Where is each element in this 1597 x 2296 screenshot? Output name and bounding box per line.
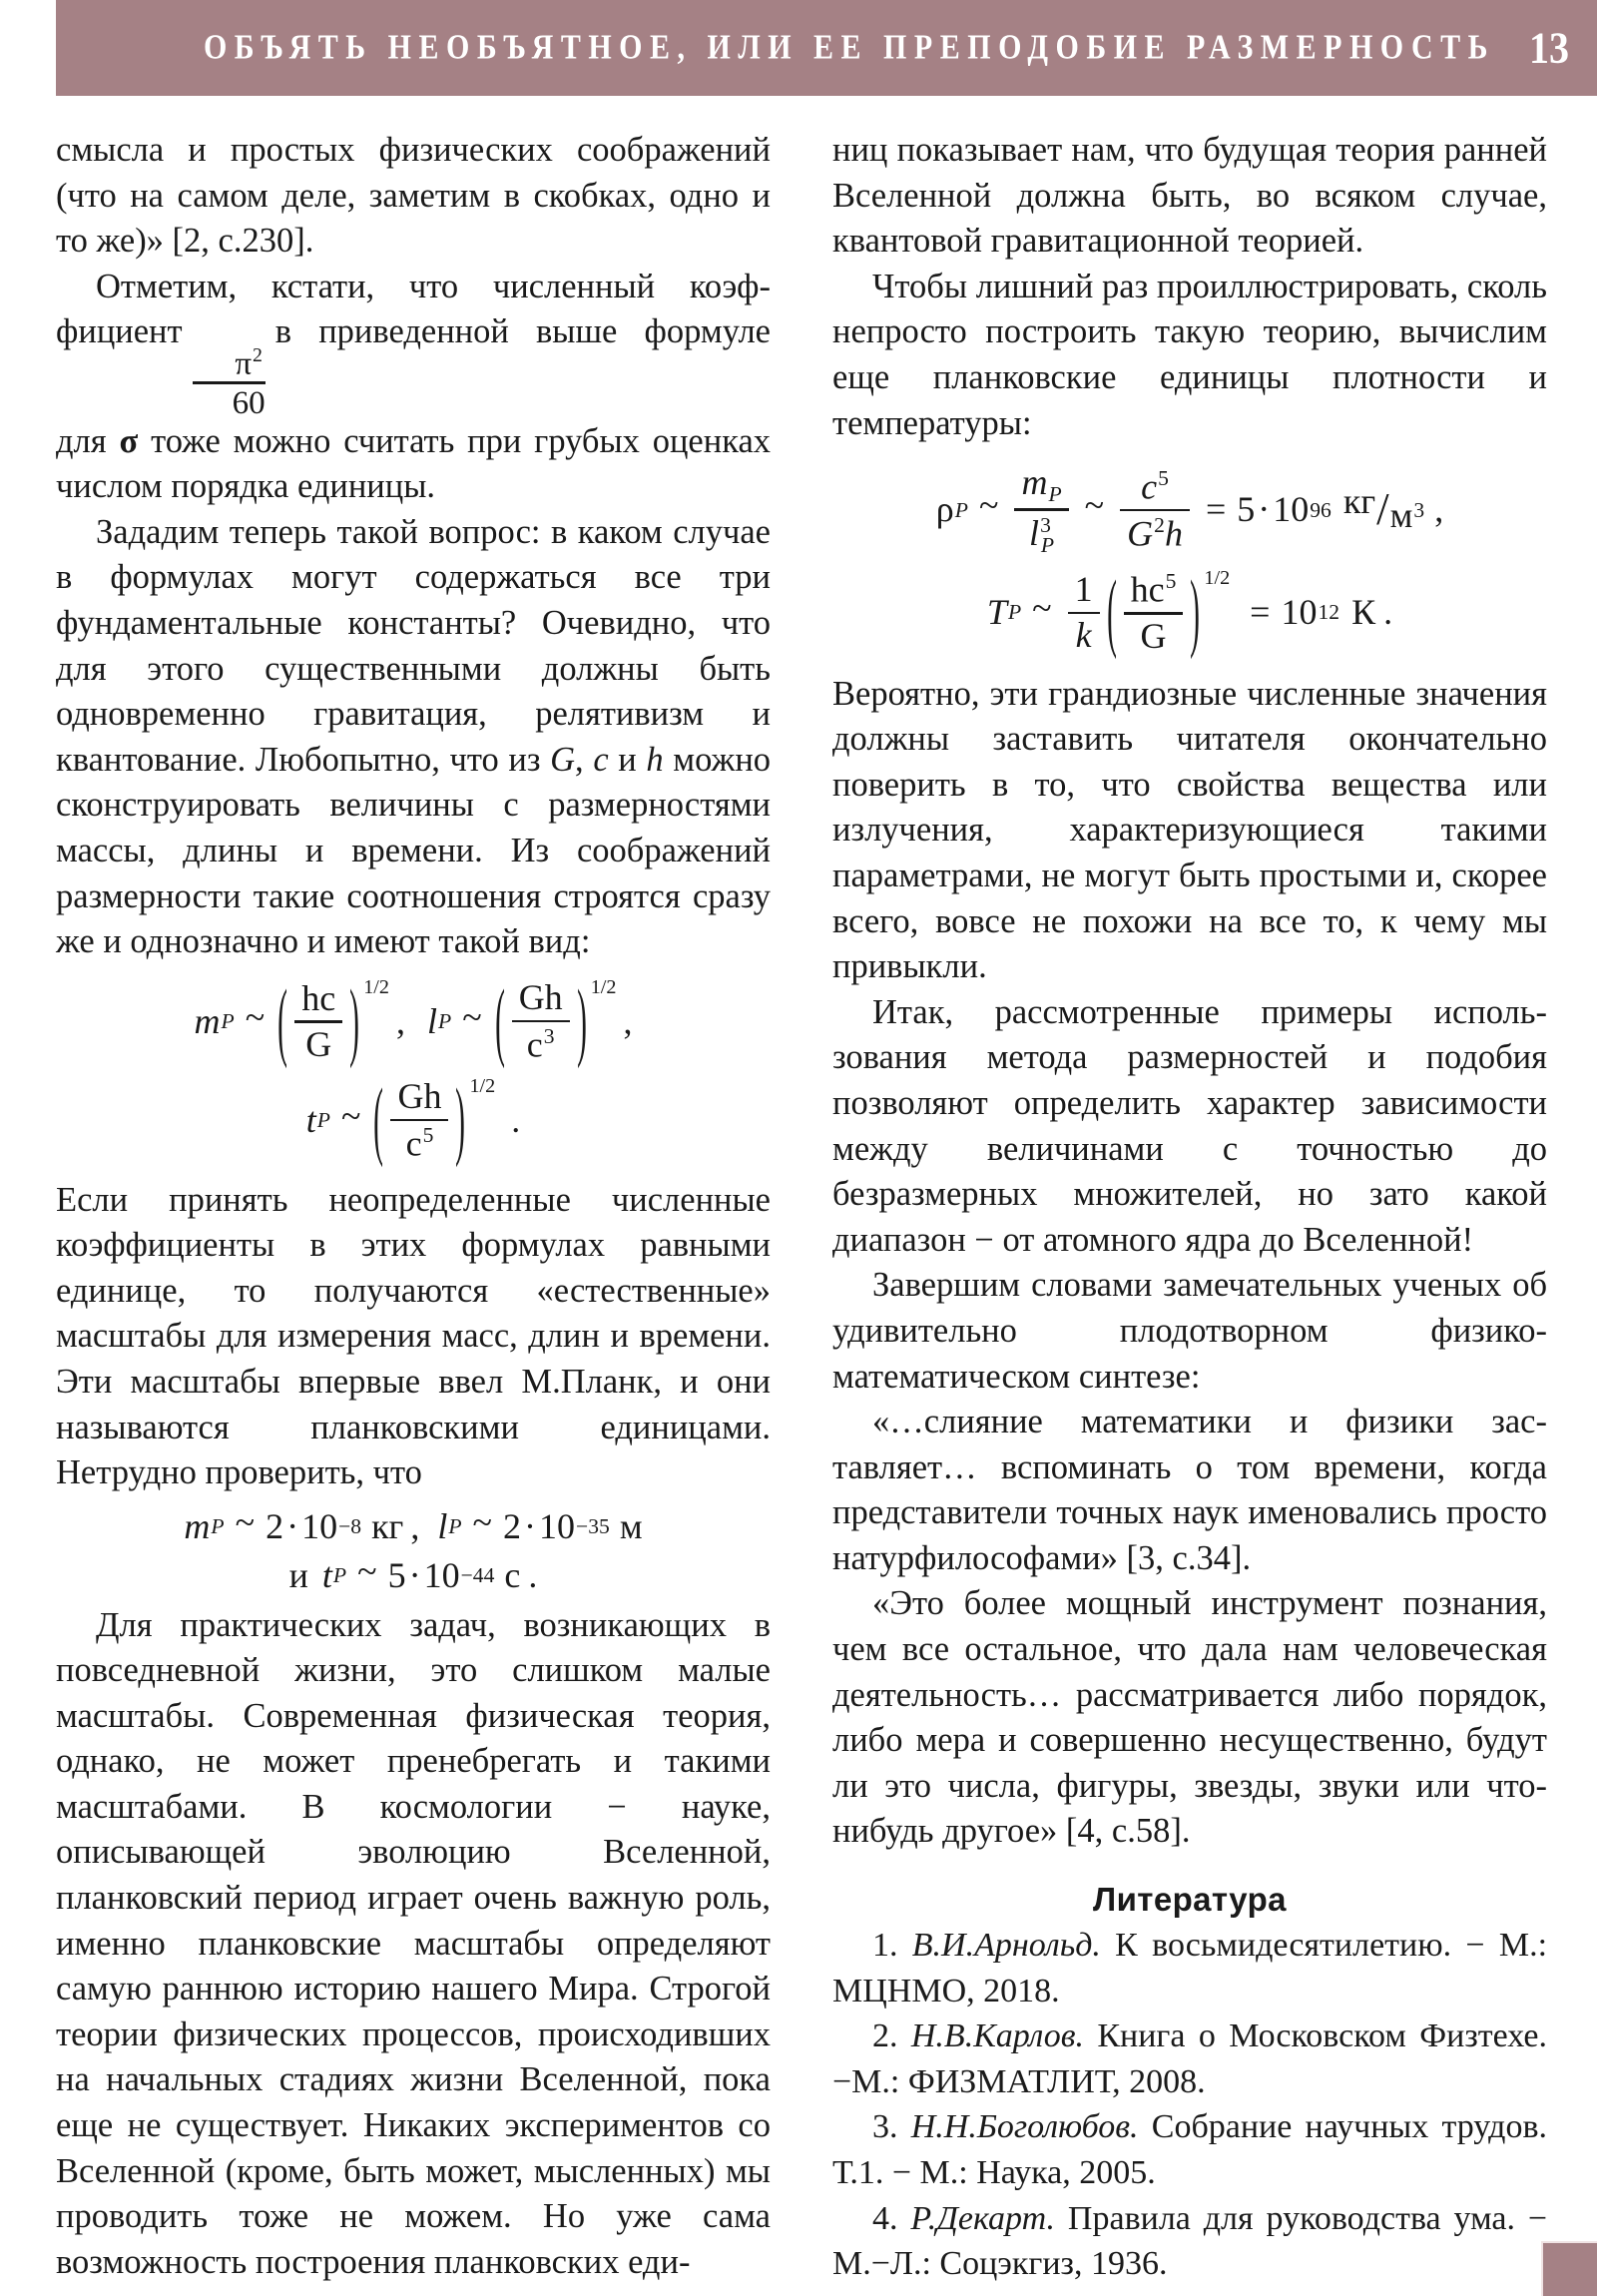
hc5-over-G-fraction	[1124, 570, 1184, 655]
conjunction-and: и	[288, 1555, 308, 1596]
temperature-symbol: T	[986, 592, 1007, 633]
quote-descartes: «Это более мощный инструмент познания, чем все остальное, что дала нам человеческая деятельность… рассматривается либо порядок, либо мера и совершенно несущественно, будут ли это числа, фигуры, звезды, звуки или что-нибудь другое» [4, с.58].	[832, 1584, 1547, 1851]
planck-time-power-group	[371, 1070, 496, 1169]
paragraph-illustrate: Чтобы лишний раз проиллюстрировать, сколь непросто построить такую теорию, вычислим еще планковские единицы плотности и температуры:	[832, 267, 1547, 442]
equals-sign: =	[1205, 489, 1227, 530]
planck-mass-subscript: P	[221, 1009, 235, 1034]
formula-row-2	[56, 1070, 771, 1169]
fraction-numerator: $c^5$	[1141, 465, 1169, 507]
exponent-one-half-3: 1/2	[469, 1075, 496, 1098]
paren-group-1	[275, 970, 361, 1069]
reference-item	[832, 2196, 1547, 2287]
fraction-denominator: $G^2h$	[1127, 513, 1183, 554]
comma-3: ,	[623, 1000, 633, 1041]
mass-unit: кг	[371, 1505, 404, 1546]
reference-rest: Правила для руководства ума. − М.−Л.: Соцэкгиз, 1936.	[832, 2199, 1547, 2283]
period-1: .	[511, 1100, 521, 1141]
reference-author: Н.Н.Боголюбов.	[910, 2108, 1139, 2146]
formula-planck-time	[56, 1070, 771, 1169]
two-column-body	[56, 128, 1547, 2287]
paragraph-conclusion-method: Итак, рассмотренные примеры использования метода размерностей и подобия позволяют определить характер зависимости между величинами с точностью до безразмерных множителей, но зато какой диапазон − от атомного ядра до Вселенной!	[832, 992, 1547, 1259]
right-paren-4: )	[1190, 562, 1201, 661]
reference-item	[832, 2013, 1547, 2104]
fraction-bar	[512, 1020, 570, 1022]
fraction-denominator: G	[1140, 615, 1167, 656]
fraction-denominator: $c^3$	[526, 1024, 555, 1065]
Gh-over-c5-fraction	[390, 1078, 448, 1163]
fraction-denominator: k	[1075, 615, 1092, 656]
rho-symbol: ρ	[935, 489, 954, 530]
hc-over-G-fraction	[294, 977, 342, 1064]
numeric-row-1: m P ~ 2 · 10 −8 кг , l P ~ 2 · 10 −35 м	[184, 1501, 643, 1546]
constant-G: G	[550, 740, 576, 779]
fraction-numerator: $m_P$	[1021, 462, 1062, 506]
planck-time-value: 5	[387, 1555, 406, 1596]
fraction-bar	[1068, 612, 1100, 614]
formula-planck-density	[832, 464, 1547, 556]
paragraph-coefficient	[56, 265, 771, 510]
comma-2: ,	[395, 1000, 405, 1041]
paragraph-quantum-gravity: ниц показывает нам, что будущая теория ранней Вселенной должна быть, во всяком случае, квантовой гравитационной теорией.	[832, 131, 1547, 261]
literature-heading: Литература	[1093, 1881, 1287, 1919]
fraction-bar	[294, 1020, 342, 1022]
fraction-denominator: $l^3_P$	[1029, 512, 1055, 557]
density-unit: кг / м 3	[1342, 481, 1425, 536]
left-paren-2: (	[494, 970, 505, 1069]
left-paren-1: (	[277, 970, 288, 1069]
c5-over-G2h-fraction	[1120, 467, 1190, 554]
constant-c: c	[593, 740, 609, 779]
fraction-bar	[1014, 508, 1068, 510]
reference-item	[832, 2104, 1547, 2195]
fraction-numerator: hc	[301, 977, 336, 1018]
three-constants-tail: можно сконструировать величины с размерностями массы, длины и времени. Из соображений размерности такие соотношения строятся сразу же и однозначно и имеют такой вид:	[56, 740, 772, 961]
left-paren-4: (	[1106, 562, 1117, 661]
fraction-bar	[1124, 612, 1184, 614]
paren-group-4	[1105, 562, 1203, 661]
planck-length-value: 2	[503, 1505, 522, 1546]
formula-row-1	[56, 970, 771, 1069]
reference-rest: К восьмидесятилетию. − М.: МЦНМО, 2018.	[832, 1927, 1548, 2009]
exponent-one-half-2: 1/2	[590, 975, 617, 998]
paren-group-2	[493, 970, 589, 1069]
reference-number: 2.	[872, 2017, 898, 2055]
paragraph-practical-tasks: Для практических задач, возникающих в повседневной жизни, это слишком малые масштабы. Современная физическая теория, однако, не может пренебрегать и такими масштабами. В космологии − науке, описывающей эволюцию Вселенной, планковский период играет очень важную роль, именно планковские масштабы определяют самую раннюю историю нашего Мира. Строгой теории физических процессов, происходивших на начальных стадиях жизни Вселенной, пока еще не существует. Никаких экспериментов со Вселенной (кроме, быть может, мысленных) мы проводить тоже не можем. Но уже сама возможность построения планковских еди-	[56, 1605, 771, 2281]
fraction-numerator: 1	[1074, 568, 1093, 609]
paragraph-continuation: смысла и простых физических соображений (что на самом деле, заметим в скобках, одно и то же)» [2, с.230].	[56, 131, 771, 261]
reference-author: В.И.Арнольд.	[911, 1927, 1101, 1965]
running-header	[56, 0, 1597, 96]
fraction-denominator: 60	[232, 383, 266, 421]
formula-planck-mass-length	[56, 970, 771, 1069]
fraction-numerator: $\pi^2$	[235, 343, 263, 381]
planck-time-symbol: t	[305, 1100, 316, 1141]
planck-mass-symbol: m	[194, 1000, 221, 1041]
density-row: ρ P ~ $\frac{m_P}{l^3_P}$ ~ $\frac{c^5}{G^2h}$ = 5 · 10 96 кг / м 3 ,	[935, 462, 1444, 557]
reference-author: Р.Декарт.	[910, 2199, 1056, 2237]
conjunction-i: и	[618, 740, 637, 779]
reference-number: 3.	[872, 2108, 898, 2146]
kelvin-unit: К	[1351, 592, 1376, 633]
right-paren-1: )	[349, 970, 360, 1069]
pi-squared-over-60-fraction	[193, 343, 266, 421]
planck-length-symbol: l	[437, 1505, 448, 1546]
one-over-k-fraction	[1068, 568, 1100, 656]
exponent-one-half-4: 1/2	[1204, 567, 1231, 590]
tilde-3: ~	[340, 1096, 361, 1137]
density-value: 5	[1237, 489, 1256, 530]
reference-number: 4.	[872, 2199, 898, 2237]
page-number: 13	[1529, 22, 1569, 73]
constant-h: h	[646, 740, 664, 779]
planck-length-symbol: l	[426, 1000, 437, 1041]
reference-number: 1.	[872, 1927, 898, 1965]
time-unit: с	[504, 1555, 521, 1596]
fraction-numerator: Gh	[518, 976, 563, 1017]
fraction-bar	[1120, 509, 1190, 511]
coefficient-text-part2: в приведенной выше формуле для	[56, 312, 771, 460]
quote-bogolyubov: «…слияние математики и физики заставляет… вспоминать о том времени, когда представители точных наук именовались просто натурфилософами» [3, с.34].	[832, 1403, 1547, 1577]
paragraph-closing-words: Завершим словами замечательных ученых об удивительно плодотворном физико-математическом синтезе:	[832, 1266, 1547, 1396]
paragraph-grand-values: Вероятно, эти грандиозные численные значения должны заставить читателя окончательно поверить в то, что свойства вещества или излучения, характеризующиеся такими параметрами, не могут быть простыми и, скорее всего, вовсе не похожи на все то, к чему мы привыкли.	[832, 674, 1547, 986]
left-column	[56, 128, 771, 2287]
length-unit: м	[619, 1505, 643, 1546]
tilde-1: ~	[245, 996, 266, 1037]
formula-planck-numeric-values	[56, 1501, 771, 1597]
right-column	[832, 128, 1547, 2287]
mass-over-length-cubed-fraction	[1014, 464, 1068, 556]
planck-length-subscript: P	[438, 1009, 452, 1034]
sigma-symbol: σ	[119, 421, 139, 460]
tilde-2: ~	[462, 996, 482, 1037]
right-paren-3: )	[455, 1070, 466, 1169]
planck-time-symbol: t	[321, 1555, 332, 1596]
paragraph-three-constants	[56, 510, 771, 965]
fraction-bar	[390, 1119, 448, 1121]
three-constants-lead: Зададим теперь такой вопрос: в каком случае в формулах могут содержаться все три фундаментальные константы? Очевидно, что для этого существенными должны быть одновременно гравитация, релятивизм и квантование. Любопытно, что из	[56, 512, 771, 779]
temperature-row: T P ~ $\frac{1}{k}$ ( $\frac{hc^5}{G}$ ) 1/2 = 10 12 К .	[832, 570, 1547, 655]
planck-mass-power-group	[275, 970, 389, 1069]
fraction-denominator: G	[305, 1023, 332, 1064]
planck-mass-value: 2	[266, 1505, 284, 1546]
fraction-numerator: $hc^5$	[1130, 569, 1177, 610]
fraction-denominator: $c^5$	[405, 1123, 434, 1164]
coefficient-text-part3: тоже можно считать при грубых оценках числом порядка единицы.	[56, 421, 772, 506]
reference-item	[832, 1923, 1547, 2013]
temperature-power-group	[1105, 562, 1231, 661]
paragraph-natural-scales: Если принять неопределенные численные коэффициенты в этих формулах равными единице, то получаются «естественные» масштабы для измерения масс, длин и времени. Эти масштабы впервые ввел М.Планк, и они называются планковскими единицами. Нетрудно проверить, что	[56, 1180, 771, 1492]
equals-sign: =	[1250, 592, 1271, 633]
formula-planck-temperature	[832, 562, 1547, 661]
comma-1: ,	[575, 740, 584, 779]
reference-rest: Книга о Московском Физтехе. −М.: ФИЗМАТЛИТ, 2008.	[832, 2017, 1548, 2100]
Gh-over-c3-fraction	[512, 976, 570, 1065]
reference-author: Н.В.Карлов.	[910, 2017, 1084, 2055]
planck-mass-symbol: m	[184, 1505, 211, 1546]
right-paren-2: )	[576, 970, 587, 1069]
planck-time-subscript: P	[316, 1108, 330, 1133]
exponent-one-half-1: 1/2	[363, 976, 389, 999]
reference-rest: Собрание научных трудов. Т.1. − М.: Наука, 2005.	[832, 2108, 1547, 2191]
planck-length-power-group	[493, 970, 617, 1069]
running-title: ОБЪЯТЬ НЕОБЪЯТНОЕ, ИЛИ ЕЕ ПРЕПОДОБИЕ РАЗМЕРНОСТЬ	[203, 27, 1495, 67]
paren-group-3	[371, 1070, 467, 1169]
left-paren-3: (	[373, 1070, 384, 1169]
numeric-row-2: и t P ~ 5 · 10 −44 с .	[288, 1551, 538, 1596]
corner-decoration-mark	[1541, 2241, 1597, 2296]
fraction-numerator: Gh	[397, 1076, 442, 1117]
coefficient-text-part1: Отметим, кстати, что численный коэффициент	[56, 267, 771, 351]
